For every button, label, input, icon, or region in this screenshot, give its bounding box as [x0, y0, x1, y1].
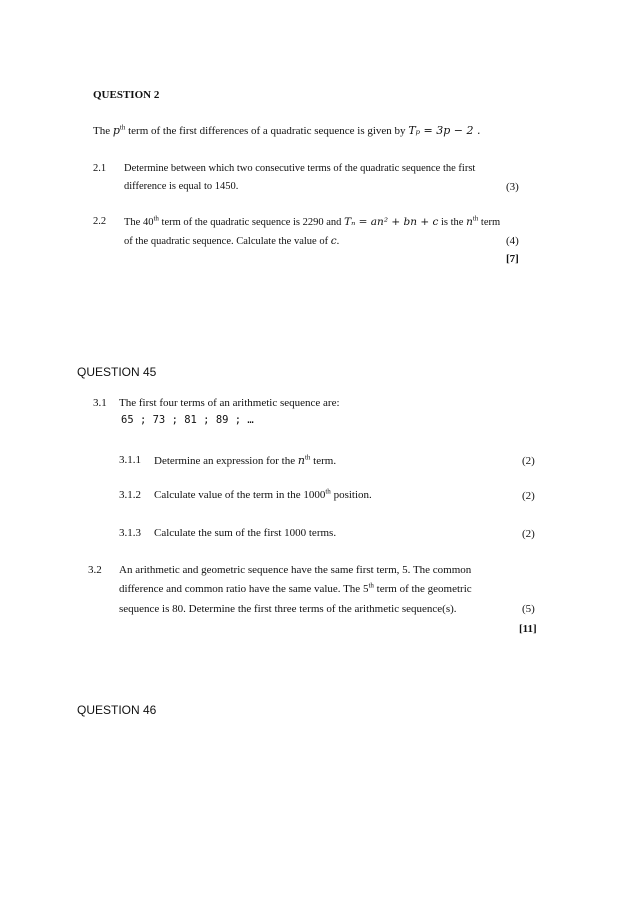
intro-text-a: The	[93, 125, 113, 137]
q312-marks: (2)	[522, 490, 535, 502]
q22-c-var: c	[330, 235, 337, 247]
q311-th: th	[304, 453, 311, 462]
question-2-title: QUESTION 2	[93, 89, 160, 101]
q21-line1: Determine between which two consecutive terms of the quadratic sequence the first	[124, 163, 476, 174]
q311-text-b: term.	[310, 455, 337, 467]
q312-th: th	[325, 487, 331, 496]
q312-number: 3.1.2	[119, 489, 141, 501]
q311-text-a: Determine an expression for the	[154, 455, 298, 467]
q21-marks: (3)	[506, 181, 519, 193]
question-45-title: QUESTION 45	[77, 365, 157, 379]
q22-line2-a: of the quadratic sequence. Calculate the value of	[124, 236, 331, 247]
q311-text	[154, 454, 336, 467]
q22-text-b: term of the quadratic sequence is 2290 and	[158, 217, 345, 228]
q45-total: [11]	[519, 623, 537, 635]
q312-text	[154, 489, 372, 501]
q32-line1: An arithmetic and geometric sequence have the same first term, 5. The common	[119, 564, 472, 576]
q32-line3: sequence is 80. Determine the first three terms of the arithmetic sequence(s).	[119, 603, 457, 615]
q22-th: th	[153, 214, 159, 223]
question-46-title: QUESTION 46	[77, 703, 157, 717]
q32-th: th	[368, 581, 374, 590]
q22-text-d: term	[478, 217, 501, 228]
q312-text-b: position.	[330, 489, 372, 501]
q311-number: 3.1.1	[119, 454, 141, 466]
q22-text-a: The 40	[124, 217, 154, 228]
intro-th: th	[119, 123, 126, 132]
q31-number: 3.1	[93, 397, 107, 409]
q32-line2-b: term of the geometric	[373, 583, 472, 595]
q32-line2-a: difference and common ratio have the same value. The 5	[119, 583, 369, 595]
q21-line2: difference is equal to 1450.	[124, 181, 239, 192]
q22-line2-b: .	[336, 236, 340, 247]
q22-n-var: n	[466, 216, 473, 228]
q22-marks: (4)	[506, 235, 519, 247]
q32-line2	[119, 583, 472, 595]
q313-text: Calculate the sum of the first 1000 terms.	[154, 527, 337, 539]
q313-marks: (2)	[522, 528, 535, 540]
q22-th2: th	[472, 214, 479, 223]
q313-number: 3.1.3	[119, 527, 141, 539]
question-2-intro	[93, 124, 481, 137]
q21-number: 2.1	[93, 163, 107, 174]
q311-n-var: n	[297, 454, 305, 467]
q311-marks: (2)	[522, 455, 535, 467]
q32-number: 3.2	[88, 564, 102, 576]
q22-formula: Tₙ = an² + bn + c	[344, 216, 439, 228]
q31-terms: 65 ; 73 ; 81 ; 89 ; …	[121, 414, 254, 426]
q2-total: [7]	[506, 253, 519, 265]
intro-text-b: term of the first differences of a quadratic sequence is given by	[125, 125, 409, 137]
q31-text: The first four terms of an arithmetic sequence are:	[119, 397, 340, 409]
q22-text-c: is the	[438, 217, 467, 228]
intro-p-var: p	[112, 124, 120, 137]
q32-marks: (5)	[522, 603, 535, 615]
q22-number: 2.2	[93, 216, 107, 227]
q22-line1	[124, 216, 500, 228]
intro-formula: Tₚ = 3p − 2 .	[408, 124, 481, 137]
q312-text-a: Calculate value of the term in the 1000	[154, 489, 326, 501]
q22-line2	[124, 235, 339, 247]
